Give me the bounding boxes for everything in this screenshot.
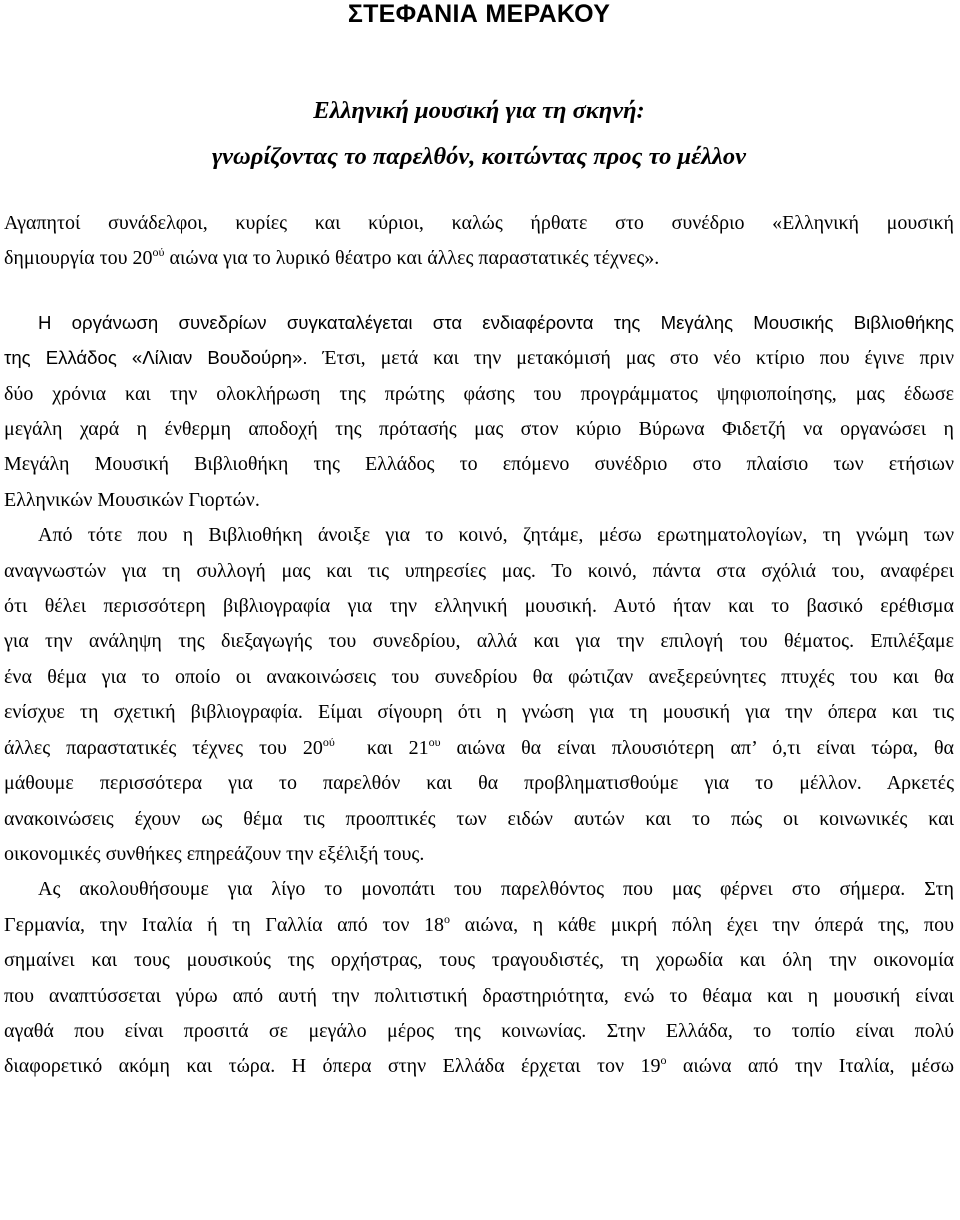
text-line: Γερμανία, την Ιταλία ή τη Γαλλία από τον $18^o$ αιώνα, η κάθε μικρή πόλη έχει την όπερά της, που <box>4 911 954 936</box>
ordinal-superscript: ο <box>660 1053 667 1068</box>
text-line: ένα θέμα για το οποίο οι ανακοινώσεις του συνεδρίου θα φώτιζαν ανεξερεύνητες πτυχές του και θα <box>4 665 954 688</box>
text-line: σημαίνει και τους μουσικούς της ορχήστρας, τους τραγουδιστές, τη χορωδία και όλη την οικονομία <box>4 949 954 972</box>
text-line: που αναπτύσσεται γύρω από αυτή την πολιτιστική δραστηριότητα, ενώ το θέαμα και η μουσική είναι <box>4 984 954 1007</box>
text-line: Ελληνικών Μουσικών Γιορτών. <box>4 488 260 511</box>
ordinal-superscript: ού <box>152 245 165 260</box>
text-line: Η οργάνωση συνεδρίων συγκαταλέγεται στα ενδιαφέροντα της Μεγάλης Μουσικής Βιβλιοθήκης <box>38 311 954 333</box>
ordinal-superscript: ού <box>322 734 335 749</box>
paragraph-4 <box>4 872 954 1084</box>
paragraph-3 <box>4 518 954 872</box>
text-line: ενίσχυε τη σχετική βιβλιογραφία. Είμαι σίγουρη ότι η γνώση για τη μουσική για την όπερα και τις <box>4 701 954 724</box>
text-line: ότι θέλει περισσότερη βιβλιογραφία για την ελληνική μουσική. Αυτό ήταν και το βασικό ερέθισμα <box>4 595 954 618</box>
text-line: οικονομικές συνθήκες επηρεάζουν την εξέλιξή τους. <box>4 842 425 865</box>
text-line: ανακοινώσεις έχουν ως θέμα τις προοπτικές των ειδών αυτών και το πώς οι κοινωνικές και <box>4 807 954 830</box>
text-line: αναγνωστών για τη συλλογή μας και τις υπηρεσίες μας. Το κοινό, πάντα στα σχόλιά του, αναφέρει <box>4 559 954 582</box>
text-line: δημιουργία του $20^{oύ}$ αιώνα για το λυρικό θέατρο και άλλες παραστατικές τέχνες». <box>4 245 660 270</box>
paragraph-1 <box>4 206 954 277</box>
text-line: μεγάλη χαρά η ένθερμη αποδοχή της πρότασής μας στον κύριο Βύρωνα Φιδετζή να οργανώσει η <box>4 418 954 441</box>
text-line: μάθουμε περισσότερα για το παρελθόν και θα προβληματισθούμε για το μέλλον. Αρκετές <box>4 772 954 795</box>
ordinal-superscript: ο <box>444 911 450 926</box>
text-line: για την ανάληψη της διεξαγωγής του συνεδρίου, αλλά και για την επιλογή του θέματος. Επιλέξαμε <box>4 630 954 653</box>
text-line: αγαθά που είναι προσιτά σε μεγάλο μέρος της κοινωνίας. Στην Ελλάδα, το τοπίο είναι πολύ <box>4 1019 954 1042</box>
text-line: Αγαπητοί συνάδελφοι, κυρίες και κύριοι, καλώς ήρθατε στο συνέδριο «Ελληνική μουσική <box>4 212 954 234</box>
title-line-1: Ελληνική μουσική για τη σκηνή: <box>313 97 645 124</box>
text-line: Από τότε που η Βιβλιοθήκη άνοιξε για το κοινό, ζητάμε, μέσω ερωτηματολογίων, τη γνώμη των <box>38 524 954 547</box>
text-line: της Ελλάδος «Λίλιαν Βουδούρη». Έτσι, μετά και την μετακόμισή μας στο νέο κτίριο που έγινε πριν <box>4 347 954 370</box>
text-line: διαφορετικό ακόμη και τώρα. Η όπερα στην Ελλάδα έρχεται τον $19^o$ αιώνα από την Ιταλία, μέσω <box>4 1053 954 1078</box>
paragraph-2 <box>4 305 954 518</box>
ordinal-superscript: ου <box>428 734 441 749</box>
author-name: ΣΤΕΦΑΝΙΑ ΜΕΡΑΚΟΥ <box>347 0 611 28</box>
document-body <box>4 206 954 1085</box>
title-line-2: γνωρίζοντας το παρελθόν, κοιτώντας προς το μέλλον <box>211 143 747 170</box>
text-line: δύο χρόνια και την ολοκλήρωση της πρώτης φάσης του προγράμματος ψηφιοποίησης, μας έδωσε <box>4 382 954 405</box>
text-line: άλλες παραστατικές τέχνες του $20^{oύ}$ και $21^{o\upsilon}$ αιώνα θα είναι πλουσιότερη απ’ ό,τι είναι τώρα, θα <box>4 734 955 759</box>
document-title <box>4 88 954 180</box>
text-line: Ας ακολουθήσουμε για λίγο το μονοπάτι του παρελθόντος που μας φέρνει στο σήμερα. Στη <box>38 878 954 901</box>
text-line: Μεγάλη Μουσική Βιβλιοθήκη της Ελλάδος το επόμενο συνέδριο στο πλαίσιο των ετήσιων <box>4 453 954 476</box>
